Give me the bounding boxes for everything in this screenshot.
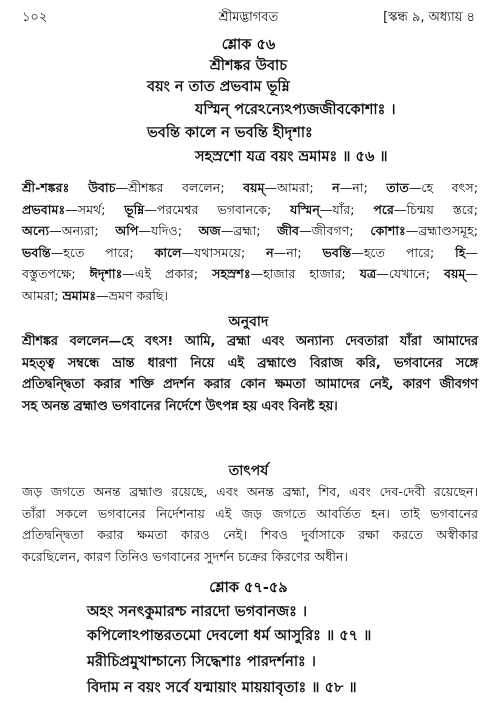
synonym-word: অজ <box>198 223 221 238</box>
verse-56-line-2: যস্মিন্ পরেঽন্যেঽপ্যজজীবকোশাঃ । <box>195 102 396 118</box>
synonym-word: তাত <box>386 180 409 195</box>
purport-line: তাঁরা সকলে ভগবানের নির্দেশনায় এই জড় জগতে আবর্তিত হন। তাই ভগবানের <box>22 505 478 521</box>
synonym-meaning: —শ্রীশঙ্কর বললেন; <box>115 180 244 195</box>
synonym-word: পরে <box>373 201 394 217</box>
synonym-meaning: —অন্যরা; <box>49 223 116 238</box>
synonym-line <box>22 199 478 221</box>
verse-58-line-2: বিদাম ন বয়ং সর্বে যন্মায়াং মায়য়াবৃতাঃ ॥ ৫৮ ॥ <box>87 680 357 696</box>
translation-heading: অনুবাদ <box>228 314 269 330</box>
synonym-line <box>22 177 478 199</box>
synonym-meaning: —সমর্থ; <box>65 201 125 217</box>
translation-line: সহ অনন্ত ব্রহ্মাণ্ড ভগবানের নির্দেশে উৎপন্ন হয় এবং বিনষ্ট হয়। <box>22 398 338 414</box>
book-title: শ্রীমদ্ভাগবত <box>218 10 279 25</box>
synonym-word: অপি <box>115 223 139 238</box>
translation-paragraph <box>22 331 478 417</box>
synonym-meaning: —ব্রহ্মা; <box>220 223 278 238</box>
synonym-meaning: —হতে পারে; <box>351 244 456 260</box>
synonym-word: বয়ম্ <box>443 266 466 281</box>
purport-paragraph <box>22 481 478 567</box>
synonym-meaning: —হাজার হাজার; <box>250 266 360 281</box>
synonym-meaning: বস্তুতপক্ষে; <box>22 266 90 281</box>
synonym-word: প্রভবামঃ <box>22 201 66 217</box>
synonym-line <box>22 263 478 285</box>
synonym-meaning: —এই প্রকার; <box>122 266 213 281</box>
verse-57-line-2: কপিলোঽপান্তরতমো দেবলো ধর্ম আসুরিঃ ॥ ৫৭ ॥ <box>87 628 372 644</box>
purport-line: করেছিলেন, কারণ তিনিও ভগবানের সুদর্শন চক্রের কিরণের অধীন। <box>22 548 349 564</box>
synonym-meaning: —হে বৎস; <box>408 180 478 195</box>
synonym-meaning: —না; <box>339 180 387 195</box>
verse-56-heading: শ্লোক ৫৬ <box>221 37 276 53</box>
synonym-word: কোশাঃ <box>370 223 406 238</box>
synonym-meaning: —ব্রহ্মাণ্ডসমূহ; <box>405 223 479 238</box>
synonyms-paragraph <box>22 177 478 306</box>
purport-heading: তাৎপর্য <box>228 463 269 479</box>
verse-58-line-1: মরীচিপ্রমুখাশ্চান্যে সিদ্ধেশাঃ পারদর্শনাঃ । <box>87 654 316 670</box>
translation-line: প্রতিদ্বন্দ্বিতা করার শক্তি প্রদর্শন করার কোন ক্ষমতা আমাদের নেই, কারণ জীবগণ <box>22 377 478 392</box>
synonym-word: জীব <box>277 223 300 238</box>
verse-57-line-1: অহং সনৎকুমারশ্চ নারদো ভগবানজঃ । <box>87 604 308 620</box>
purport-line: প্রতিদ্বন্দ্বিতা করার ক্ষমতা কারও নেই। শিবও দুর্বাসাকে রক্ষা করতে অস্বীকার <box>22 527 478 542</box>
running-header <box>22 8 475 28</box>
synonym-meaning: —না; <box>273 244 323 260</box>
verse-56-line-1: বয়ং ন তাত প্রভবাম ভূম্নি <box>147 79 290 95</box>
synonym-meaning: —আমরা; <box>264 180 333 195</box>
synonym-word: সহস্রশঃ <box>212 266 251 281</box>
synonym-word: ঈদৃশাঃ <box>89 266 123 281</box>
synonym-meaning: —যদিও; <box>138 223 199 238</box>
synonym-meaning: —জীবগণ; <box>299 223 371 238</box>
synonym-word: অন্যে <box>22 223 50 238</box>
page-number: ১০২ <box>22 10 48 25</box>
verse-56-line-3: ভবন্তি কালে ন ভবন্তি হীদৃশাঃ <box>147 125 313 141</box>
synonym-word: ভ্রমামঃ <box>62 287 97 303</box>
synonym-word: ন <box>266 244 274 260</box>
translation-line: শ্রীশঙ্কর বললেন—হে বৎস! আমি, ব্রহ্মা এবং অন্যান্য দেবতারা যাঁরা আমাদের <box>22 334 478 349</box>
synonym-word: ভূম্নি <box>124 201 145 217</box>
synonym-word: হি <box>455 244 466 260</box>
synonym-meaning: আমরা; <box>22 287 63 303</box>
synonym-word: যস্মিন্ <box>290 201 320 217</box>
synonym-meaning: —পরমেশ্বর ভগবানকে; <box>144 201 291 217</box>
synonym-word: বয়ম্ <box>243 180 265 195</box>
synonym-word: ন <box>332 180 340 195</box>
synonym-meaning: — <box>465 244 478 260</box>
synonym-line <box>22 220 478 242</box>
synonym-meaning: —চিন্ময় স্তরে; <box>393 201 478 217</box>
section-label: [স্কন্ধ ৯, অধ্যায় ৪ <box>383 10 475 25</box>
verse-56-line-4: সহস্রশো যত্র বয়ং ভ্রমামঃ ॥ ৫৬ ॥ <box>195 149 388 165</box>
synonym-line <box>22 285 478 307</box>
translation-line: মহত্ত্ব সম্বন্ধে ভ্রান্ত ধারণা নিয়ে এই ব্রহ্মাণ্ডে বিরাজ করি, ভগবানের সঙ্গে <box>22 355 478 371</box>
verse-57-59-heading: শ্লোক ৫৭-৫৯ <box>209 580 288 596</box>
synonym-meaning: —যাঁর; <box>319 201 374 217</box>
synonym-line <box>22 242 478 264</box>
synonym-meaning: —ভ্রমণ করছি। <box>96 287 169 303</box>
synonym-meaning: —যথাসময়ে; <box>181 244 267 260</box>
synonym-word: ভবন্তি <box>22 244 51 260</box>
synonym-word: ভবন্তি <box>322 244 352 260</box>
verse-56-speaker: শ্রীশঙ্কর উবাচ <box>209 58 288 74</box>
synonym-meaning: —হতে পারে; <box>50 244 155 260</box>
purport-line: জড় জগতে অনন্ত ব্রহ্মাণ্ড রয়েছে, এবং অনন্ত ব্রহ্মা, শিব, এবং দেব-দেবী রয়েছেন। <box>22 484 478 499</box>
synonym-meaning: —যেখানে; <box>376 266 444 281</box>
synonym-meaning: — <box>465 266 478 281</box>
synonym-word: যত্র <box>359 266 377 281</box>
synonym-word: শ্রী-শঙ্করঃ উবাচ <box>22 180 116 195</box>
synonym-word: কালে <box>154 244 182 260</box>
